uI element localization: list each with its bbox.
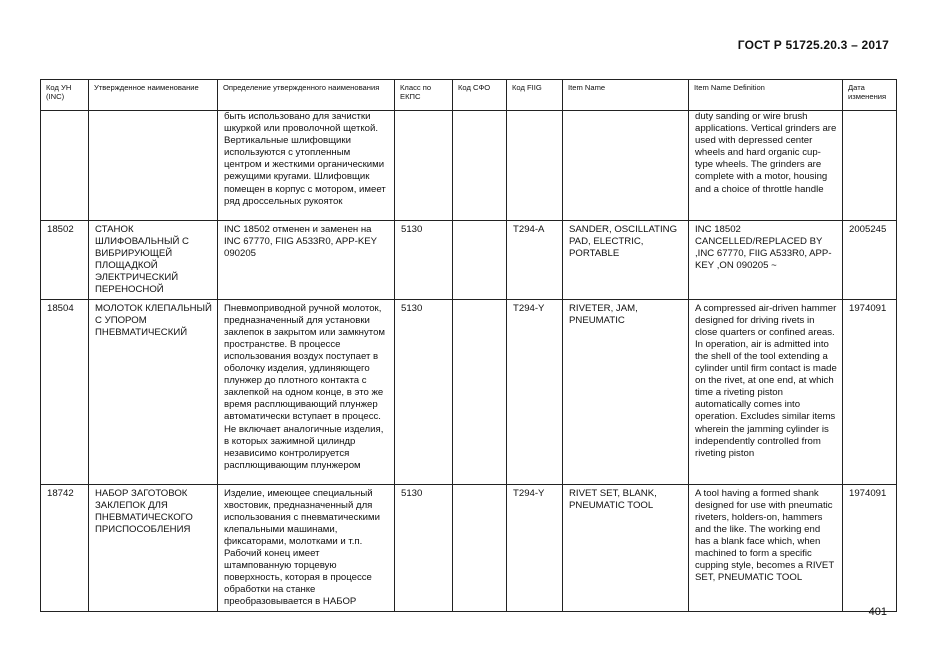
cell-sfo	[453, 299, 507, 484]
cell-inc: 18504	[41, 299, 89, 484]
cell-fiig: T294-A	[507, 221, 563, 300]
cell-definition-en: A tool having a formed shank designed for use with pneumatic riveters, holders-on, hammers and the like. The working end has a blank face which, when machined to form a specific cupping style, becomes a RIVET SET, PNEUMATIC TOOL	[689, 484, 843, 611]
cell-sfo	[453, 221, 507, 300]
cell-inc: 18742	[41, 484, 89, 611]
cell-sfo	[453, 484, 507, 611]
col-header-sfo: Код СФО	[453, 80, 507, 111]
cell-definition-en: INC 18502 CANCELLED/REPLACED BY ,INC 67770, FIIG A533R0, APP-KEY ,ON 090205 ~	[689, 221, 843, 300]
col-header-date: Дата изменения	[843, 80, 897, 111]
cell-definition-ru: Изделие, имеющее специальный хвостовик, предназначенный для использования с пневматическими клепальными машинами, фиксаторами, молотками и т.п. Рабочий конец имеет штампованную торцевую поверхность, которая в процессе обработки на станке преобразовывается в НАБОР	[218, 484, 395, 611]
col-header-fiig: Код FIIG	[507, 80, 563, 111]
cell-date: 1974091	[843, 484, 897, 611]
cell-class: 5130	[395, 484, 453, 611]
cell-date: 2005245	[843, 221, 897, 300]
cell-sfo	[453, 111, 507, 221]
cell-fiig	[507, 111, 563, 221]
cell-inc	[41, 111, 89, 221]
table-header-row	[41, 80, 897, 111]
cell-name-ru: МОЛОТОК КЛЕПАЛЬНЫЙ С УПОРОМ ПНЕВМАТИЧЕСКИЙ	[89, 299, 218, 484]
cell-inc: 18502	[41, 221, 89, 300]
cell-class: 5130	[395, 221, 453, 300]
cell-definition-ru: Пневмоприводной ручной молоток, предназначенный для установки заклепок в закрытом или замкнутом пространстве. В процессе использования воздух поступает в оболочку изделия, удлиняющего плунжер до плотного контакта с заклепкой на одном конце, в это же время расплющивающий плунжер автоматически вступает в процесс. Не включает аналогичные изделия, в которых зажимной цилиндр независимо контролируется расплющивающим плунжером	[218, 299, 395, 484]
col-header-item-name: Item Name	[563, 80, 689, 111]
page-number: 401	[868, 606, 887, 618]
cell-definition-en: duty sanding or wire brush applications. Vertical grinders are used with depressed center wheels and hard organic cup-type wheels. The grinders are complete with a motor, housing and a choice of throttle handle	[689, 111, 843, 221]
document-standard-title: ГОСТ Р 51725.20.3 – 2017	[737, 38, 889, 52]
col-header-approved-name: Утвержденное наименование	[89, 80, 218, 111]
cell-item-name: SANDER, OSCILLATING PAD, ELECTRIC, PORTABLE	[563, 221, 689, 300]
cell-definition-ru: INC 18502 отменен и заменен на INC 67770, FIIG A533R0, APP-KEY 090205	[218, 221, 395, 300]
cell-definition-en: A compressed air-driven hammer designed for driving rivets in close quarters or confined areas. In operation, air is admitted into the shell of the tool extending a cylinder until firm contact is made on the rivet, at one end, at which time a riveting piston automatically comes into operation. Excludes similar items wherein the jamming cylinder is independently controlled from riveting piston	[689, 299, 843, 484]
cell-class	[395, 111, 453, 221]
table-row	[41, 111, 897, 221]
table-row	[41, 484, 897, 611]
cell-name-ru: СТАНОК ШЛИФОВАЛЬНЫЙ С ВИБРИРУЮЩЕЙ ПЛОЩАДКОЙ ЭЛЕКТРИЧЕСКИЙ ПЕРЕНОСНОЙ	[89, 221, 218, 300]
cell-date	[843, 111, 897, 221]
cell-date: 1974091	[843, 299, 897, 484]
cell-fiig: T294-Y	[507, 299, 563, 484]
cell-item-name	[563, 111, 689, 221]
cell-class: 5130	[395, 299, 453, 484]
table-row	[41, 299, 897, 484]
col-header-inc: Код УН (INC)	[41, 80, 89, 111]
catalog-table	[40, 79, 897, 612]
cell-name-ru: НАБОР ЗАГОТОВОК ЗАКЛЕПОК ДЛЯ ПНЕВМАТИЧЕСКОГО ПРИСПОСОБЛЕНИЯ	[89, 484, 218, 611]
col-header-definition-ru: Определение утвержденного наименования	[218, 80, 395, 111]
cell-item-name: RIVET SET, BLANK, PNEUMATIC TOOL	[563, 484, 689, 611]
cell-fiig: T294-Y	[507, 484, 563, 611]
cell-definition-ru: быть использовано для зачистки шкуркой или проволочной щеткой. Вертикальные шлифовщики используются с утопленным центром и жесткими органическими режущими кругами. Шлифовщик помещен в корпус с мотором, имеет ряд дроссельных рукояток	[218, 111, 395, 221]
table-row	[41, 221, 897, 300]
col-header-class: Класс по ЕКПС	[395, 80, 453, 111]
cell-item-name: RIVETER, JAM, PNEUMATIC	[563, 299, 689, 484]
col-header-item-name-definition: Item Name Definition	[689, 80, 843, 111]
cell-name-ru	[89, 111, 218, 221]
